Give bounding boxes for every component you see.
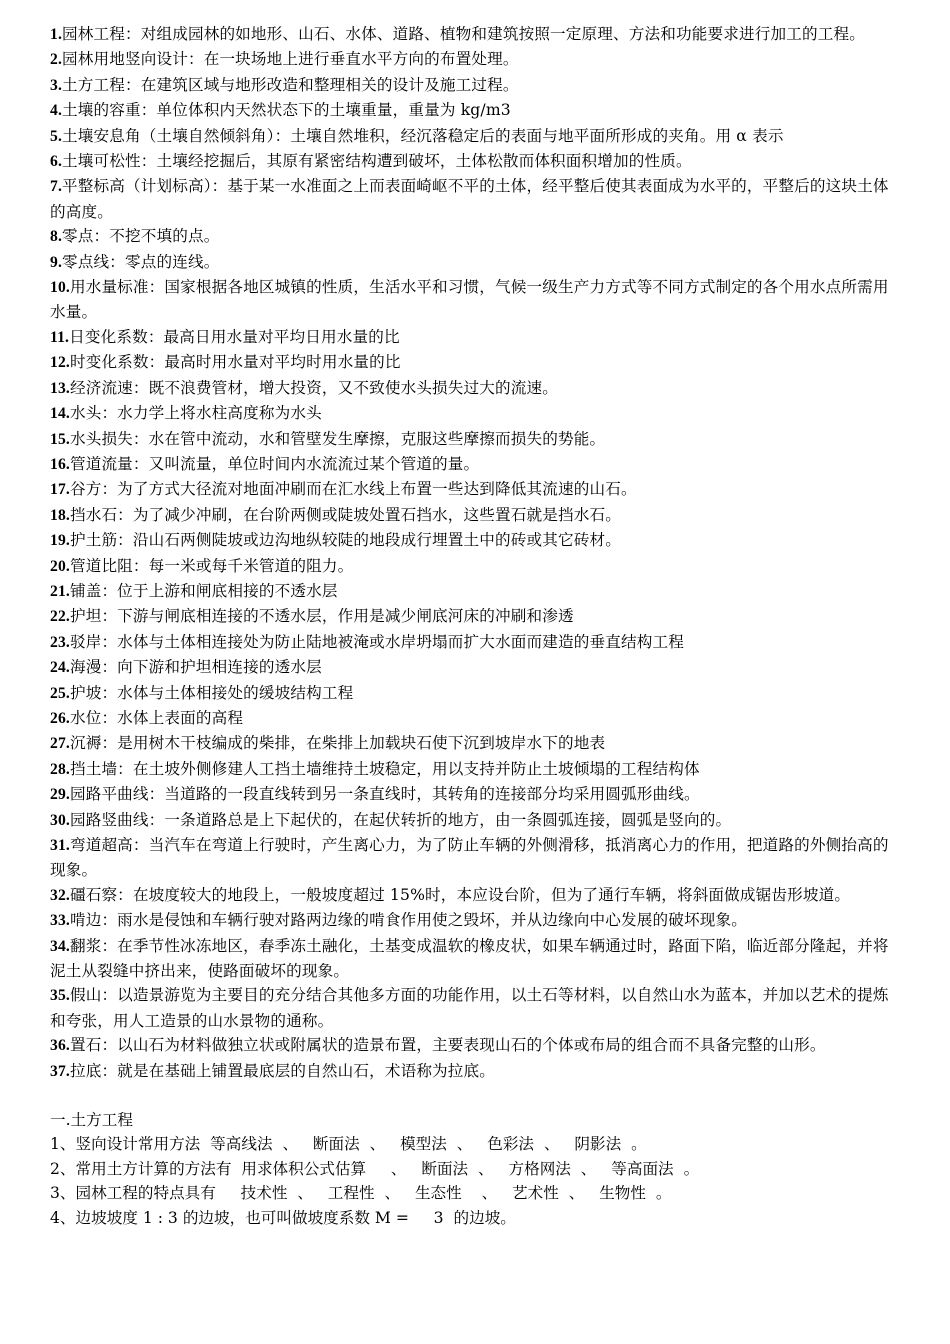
definition-number: 1.	[50, 26, 62, 43]
definition-item	[50, 275, 895, 325]
definition-text: 啃边：雨水是侵蚀和车辆行驶对路两边缘的啃食作用使之毁坏，并从边缘向中心发展的破坏现象。	[69, 911, 747, 930]
definition-text: 护土筋：沿山石两侧陡坡或边沟地纵较陡的地段成行埋置土中的砖或其它砖材。	[69, 531, 621, 550]
definition-text: 挡水石：为了减少冲刷，在台阶两侧或陡坡处置石挡水，这些置石就是挡水石。	[69, 505, 621, 524]
definition-item	[50, 477, 895, 502]
definition-number: 15.	[50, 430, 70, 448]
definition-text: 园路平曲线：当道路的一段直线转到另一条直线时，其转角的连接部分均采用圆弧形曲线。	[69, 785, 700, 804]
definition-item	[50, 579, 895, 604]
definition-text: 管道流量：又叫流量，单位时间内水流流过某个管道的量。	[69, 454, 480, 473]
definition-number: 4.	[50, 102, 62, 120]
question-list	[50, 1132, 895, 1230]
definition-text: 弯道超高：当汽车在弯道上行驶时，产生离心力，为了防止车辆的外侧滑移，抵消离心力的作用，把道路的外侧抬高的现象。	[50, 836, 889, 880]
definition-text: 水头：水力学上将水柱高度称为水头	[69, 404, 322, 423]
definition-text: 铺盖：位于上游和闸底相接的不透水层	[69, 581, 338, 600]
definition-number: 34.	[50, 937, 70, 955]
definition-number: 2.	[50, 51, 62, 69]
definition-number: 5.	[50, 127, 62, 145]
definition-text: 拉底：就是在基础上铺置最底层的自然山石，术语称为拉底。	[69, 1061, 496, 1080]
document-page	[50, 22, 895, 1230]
definition-number: 3.	[50, 76, 62, 94]
definition-item	[50, 401, 895, 426]
definition-item	[50, 757, 895, 782]
definition-text: 海漫：向下游和护坦相连接的透水层	[69, 658, 322, 677]
definition-item	[50, 376, 895, 401]
definition-item	[50, 503, 895, 528]
definition-text: 零点线：零点的连线。	[62, 252, 220, 271]
definition-item	[50, 630, 895, 655]
definition-number: 28.	[50, 760, 70, 778]
definition-item	[50, 554, 895, 579]
definition-number: 11.	[50, 328, 70, 346]
definition-number: 37.	[50, 1062, 70, 1080]
definition-number: 6.	[50, 153, 62, 171]
definition-text: 园林用地竖向设计：在一块场地上进行垂直水平方向的布置处理。	[62, 50, 519, 69]
definition-text: 护坡：水体与土体相接处的缓坡结构工程	[69, 683, 354, 702]
definition-text: 挡土墙：在土坡外侧修建人工挡土墙维持土坡稳定，用以支持并防止土坡倾塌的工程结构体	[69, 759, 700, 778]
definition-number: 36.	[50, 1037, 70, 1055]
definition-number: 24.	[50, 659, 70, 677]
definition-number: 32.	[50, 886, 70, 904]
definition-item	[50, 808, 895, 833]
definition-number: 9.	[50, 253, 62, 271]
definition-text: 园路竖曲线：一条道路总是上下起伏的，在起伏转折的地方，由一条圆弧连接，圆弧是竖向的。	[69, 810, 732, 829]
definition-number: 23.	[50, 633, 70, 651]
definition-text: 沉褥：是用树木干枝编成的柴排，在柴排上加载块石使下沉到坡岸水下的地表	[69, 734, 606, 753]
definition-text: 水位：水体上表面的高程	[69, 708, 244, 727]
question-item: 3、园林工程的特点具有 技术性 、 工程性 、 生态性 、 艺术性 、 生物性 。	[50, 1184, 672, 1203]
definition-number: 22.	[50, 608, 70, 626]
definition-text: 平整标高（计划标高）：基于某一水准面之上而表面崎岖不平的土体，经平整后使其表面成为水平的，平整后的这块土体的高度。	[50, 177, 889, 221]
definition-number: 19.	[50, 532, 70, 550]
definition-number: 12.	[50, 354, 70, 372]
definition-text: 土方工程：在建筑区域与地形改造和整理相关的设计及施工过程。	[62, 75, 519, 94]
definition-item	[50, 224, 895, 249]
definition-item	[50, 908, 895, 933]
definition-number: 16.	[50, 455, 70, 473]
definition-number: 13.	[50, 379, 70, 397]
definition-item	[50, 782, 895, 807]
definition-text: 零点：不挖不填的点。	[62, 227, 220, 246]
definition-item	[50, 22, 895, 47]
definition-text: 置石：以山石为材料做独立状或附属状的造景布置，主要表现山石的个体或布局的组合而不具备完整的山形。	[69, 1036, 826, 1055]
definition-number: 7.	[50, 178, 62, 196]
definition-text: 护坦：下游与闸底相连接的不透水层，作用是减少闸底河床的冲刷和渗透	[69, 607, 574, 626]
definition-item	[50, 706, 895, 731]
definition-number: 18.	[50, 506, 70, 524]
definition-text: 驳岸：水体与土体相连接处为防止陆地被淹或水岸坍塌而扩大水面而建造的垂直结构工程	[69, 632, 684, 651]
definition-number: 14.	[50, 405, 70, 423]
definition-text: 水头损失：水在管中流动，水和管壁发生摩擦，克服这些摩擦而损失的势能。	[69, 429, 606, 448]
definition-number: 8.	[50, 228, 62, 246]
definition-item	[50, 1059, 895, 1084]
definition-text: 谷方：为了方式大径流对地面冲刷而在汇水线上布置一些达到降低其流速的山石。	[69, 480, 637, 499]
definition-item	[50, 604, 895, 629]
definition-item	[50, 883, 895, 908]
definition-text: 用水量标准：国家根据各地区城镇的性质，生活水平和习惯，气候一级生产力方式等不同方式制定的各个用水点所需用水量。	[50, 278, 889, 322]
definition-number: 33.	[50, 912, 70, 930]
definition-text: 土壤安息角（土壤自然倾斜角）：土壤自然堆积，经沉落稳定后的表面与地平面所形成的夹角。用 α 表示	[62, 126, 784, 145]
definition-item	[50, 350, 895, 375]
definition-text: 假山：以造景游览为主要目的充分结合其他多方面的功能作用，以土石等材料，以自然山水为蓝本，并加以艺术的提炼和夸张，用人工造景的山水景物的通称。	[50, 986, 889, 1030]
definition-item	[50, 47, 895, 72]
definition-number: 30.	[50, 811, 70, 829]
definition-item	[50, 174, 895, 224]
definition-item	[50, 731, 895, 756]
definition-text: 日变化系数：最高日用水量对平均日用水量的比	[69, 327, 400, 346]
definition-item	[50, 681, 895, 706]
definition-text: 土壤可松性：土壤经挖掘后，其原有紧密结构遭到破坏，土体松散而体积面积增加的性质。	[62, 152, 692, 171]
definition-number: 17.	[50, 481, 70, 499]
question-item: 2、常用土方计算的方法有 用求体积公式估算 、 断面法 、 方格网法 、 等高面法 。	[50, 1159, 700, 1178]
definition-number: 29.	[50, 786, 70, 804]
definition-number: 10.	[50, 279, 70, 297]
definition-item	[50, 250, 895, 275]
definitions-list	[50, 22, 895, 1084]
definition-item	[50, 1033, 895, 1058]
definition-number: 35.	[50, 987, 70, 1005]
definition-item	[50, 452, 895, 477]
spacer	[50, 1084, 895, 1108]
definition-item	[50, 124, 895, 149]
definition-item	[50, 73, 895, 98]
definition-item	[50, 325, 895, 350]
definition-text: 时变化系数：最高时用水量对平均时用水量的比	[69, 353, 401, 372]
question-item: 1、竖向设计常用方法 等高线法 、 断面法 、 模型法 、 色彩法 、 阴影法 。	[50, 1135, 647, 1154]
definition-number: 27.	[50, 735, 70, 753]
definition-item	[50, 528, 895, 553]
definition-item	[50, 983, 895, 1033]
definition-text: 礓石察：在坡度较大的地段上，一般坡度超过 15%时，本应设台阶，但为了通行车辆，将斜面做成锯齿形坡道。	[69, 885, 851, 904]
definition-text: 翻浆：在季节性冰冻地区，春季冻土融化，土基变成温软的橡皮状，如果车辆通过时，路面下陷，临近部分隆起，并将泥土从裂缝中挤出来，使路面破坏的现象。	[50, 936, 889, 981]
definition-text: 园林工程：对组成园林的如地形、山石、水体、道路、植物和建筑按照一定原理、方法和功能要求进行加工的工程。	[62, 25, 865, 43]
question-item: 4、边坡坡度 1 : 3 的边坡，也可叫做坡度系数 M = 3 的边坡。	[50, 1208, 516, 1227]
definition-item	[50, 98, 895, 123]
definition-number: 26.	[50, 709, 70, 727]
definition-item	[50, 833, 895, 883]
definition-item	[50, 655, 895, 680]
definition-number: 20.	[50, 557, 70, 575]
definition-item	[50, 149, 895, 174]
definition-item	[50, 934, 895, 984]
section-title: 一.土方工程	[50, 1111, 133, 1130]
definition-number: 31.	[50, 837, 70, 854]
definition-text: 经济流速：既不浪费管材，增大投资，又不致使水头损失过大的流速。	[69, 378, 559, 397]
definition-text: 管道比阻：每一米或每千米管道的阻力。	[69, 556, 354, 575]
definition-text: 土壤的容重：单位体积内天然状态下的土壤重量，重量为 kg/m3	[62, 101, 511, 120]
definition-number: 25.	[50, 684, 70, 702]
definition-item	[50, 427, 895, 452]
definition-number: 21.	[50, 582, 70, 600]
